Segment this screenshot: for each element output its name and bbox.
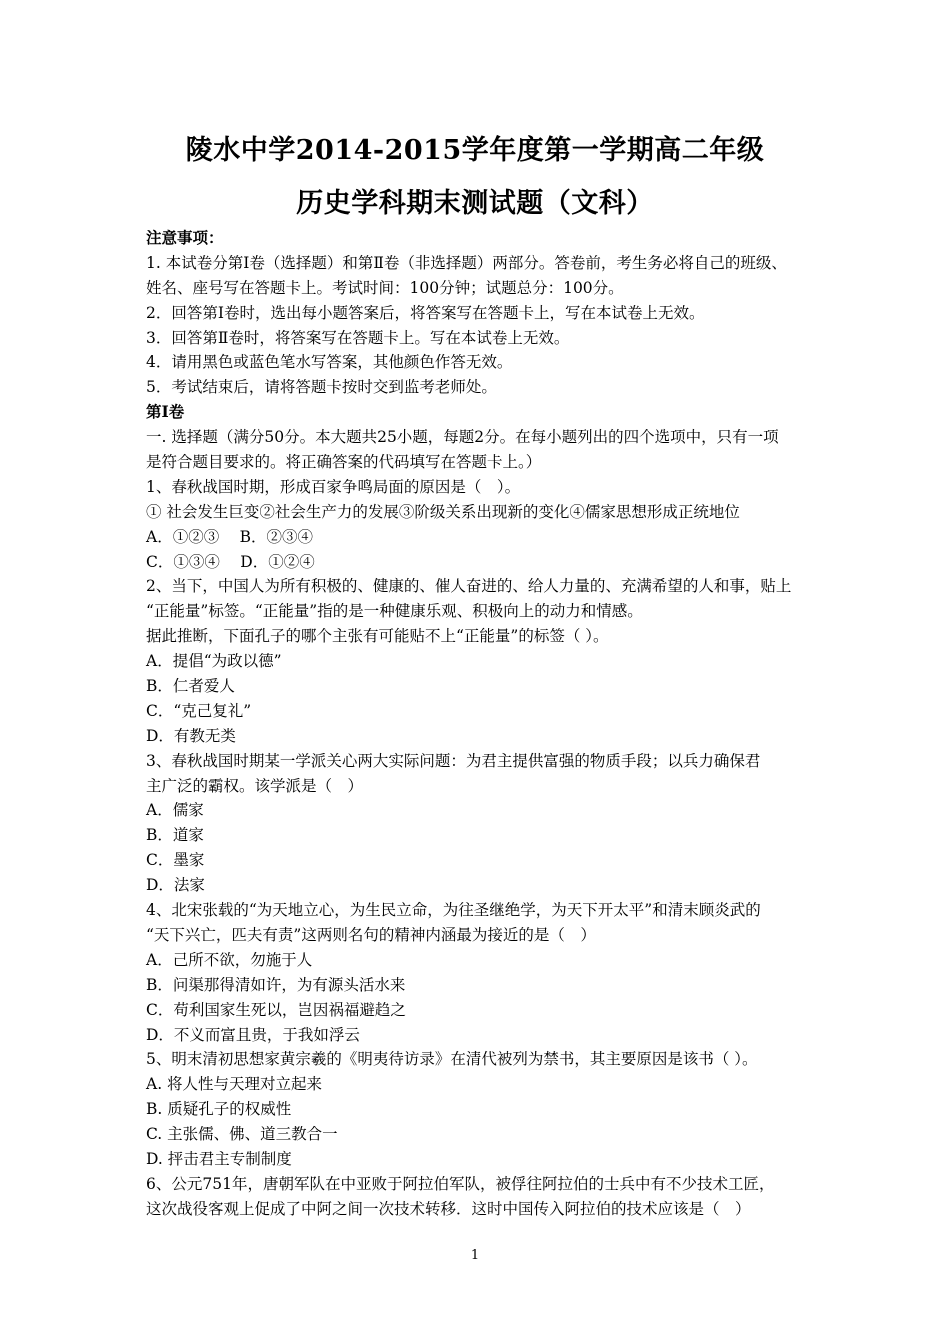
text-line: 3、春秋战国时期某一学派关心两大实际问题：为君主提供富强的物质手段；以兵力确保君 (146, 751, 761, 770)
title-line-1: 陵水中学2014-2015学年度第一学期高二年级 (185, 135, 765, 166)
text-line: A．儒家 (146, 801, 204, 820)
text-line: B．仁者爱人 (146, 677, 235, 696)
section-heading: 注意事项： (146, 228, 224, 247)
section-heading: 第Ⅰ卷 (146, 402, 185, 422)
text-line: 6、公元751年，唐朝军队在中亚败于阿拉伯军队，被俘往阿拉伯的士兵中有不少技术工匠， (146, 1174, 775, 1193)
text-line: A．①②③ B．②③④ (146, 527, 314, 546)
text-line: C．①③④ D．①②④ (146, 552, 315, 571)
text-line: A．己所不欲，勿施于人 (146, 950, 313, 969)
text-line: 5、明末清初思想家黄宗羲的《明夷待访录》在清代被列为禁书，其主要原因是该书（ ）。 (146, 1050, 758, 1069)
title-line-2: 历史学科期末测试题（文科） (296, 188, 654, 219)
text-line: B．问渠那得清如许，为有源头活水来 (146, 975, 406, 994)
text-line: 1. 本试卷分第Ⅰ卷（选择题）和第Ⅱ卷（非选择题）两部分。答卷前，考生务必将自己的班级、 (146, 253, 787, 272)
document-body (146, 226, 812, 1222)
text-line: C. 主张儒、佛、道三教合一 (146, 1125, 338, 1144)
text-line: 5．考试结束后，请将答题卡按时交到监考老师处。 (146, 378, 497, 397)
text-line: 是符合题目要求的。将正确答案的代码填写在答题卡上。） (146, 453, 542, 472)
text-line: 据此推断，下面孔子的哪个主张有可能贴不上“正能量”的标签（ ）。 (146, 627, 609, 646)
text-line: 4．请用黑色或蓝色笔水写答案，其他颜色作答无效。 (146, 353, 513, 372)
page-number: 1 (470, 1248, 480, 1263)
text-line: 姓名、座号写在答题卡上。考试时间：100分钟；试题总分：100分。 (146, 278, 624, 297)
text-line: C．苟利国家生死以，岂因祸福避趋之 (146, 1000, 406, 1019)
text-line: 主广泛的霸权。该学派是（ ） (146, 776, 364, 795)
text-line: D．不义而富且贵，于我如浮云 (146, 1025, 360, 1044)
text-line: D．有教无类 (146, 726, 236, 745)
text-line: “天下兴亡，匹夫有责”这两则名句的精神内涵最为接近的是（ ） (146, 925, 596, 944)
text-line: 4、北宋张载的“为天地立心，为生民立命，为往圣继绝学，为天下开太平”和清末顾炎武的 (146, 901, 761, 920)
text-line: D. 抨击君主专制制度 (146, 1149, 292, 1168)
text-line: ① 社会发生巨变②社会生产力的发展③阶级关系出现新的变化④儒家思想形成正统地位 (146, 502, 740, 521)
text-line: A. 将人性与天理对立起来 (146, 1075, 323, 1094)
text-line: A．提倡“为政以德” (146, 652, 282, 671)
text-line: C．“克己复礼” (146, 701, 252, 720)
text-line: B．道家 (146, 826, 204, 845)
text-line: 1、春秋战国时期，形成百家争鸣局面的原因是（ ）。 (146, 477, 521, 496)
text-line: C．墨家 (146, 851, 205, 870)
text-line: 2．回答第Ⅰ卷时，选出每小题答案后，将答案写在答题卡上，写在本试卷上无效。 (146, 303, 705, 322)
text-line: 3．回答第Ⅱ卷时，将答案写在答题卡上。写在本试卷上无效。 (146, 328, 570, 347)
text-line: 这次战役客观上促成了中阿之间一次技术转移．这时中国传入阿拉伯的技术应该是（ ） (146, 1199, 751, 1218)
text-line: “正能量”标签。“正能量”指的是一种健康乐观、积极向上的动力和情感。 (146, 602, 643, 621)
text-line: 2、当下，中国人为所有积极的、健康的、催人奋进的、给人力量的、充满希望的人和事，贴上 (146, 577, 792, 596)
text-line: B. 质疑孔子的权威性 (146, 1100, 292, 1119)
text-line: 一. 选择题（满分50分。本大题共25小题，每题2分。在每小题列出的四个选项中，只有一项 (146, 428, 779, 447)
text-line: D．法家 (146, 876, 205, 895)
